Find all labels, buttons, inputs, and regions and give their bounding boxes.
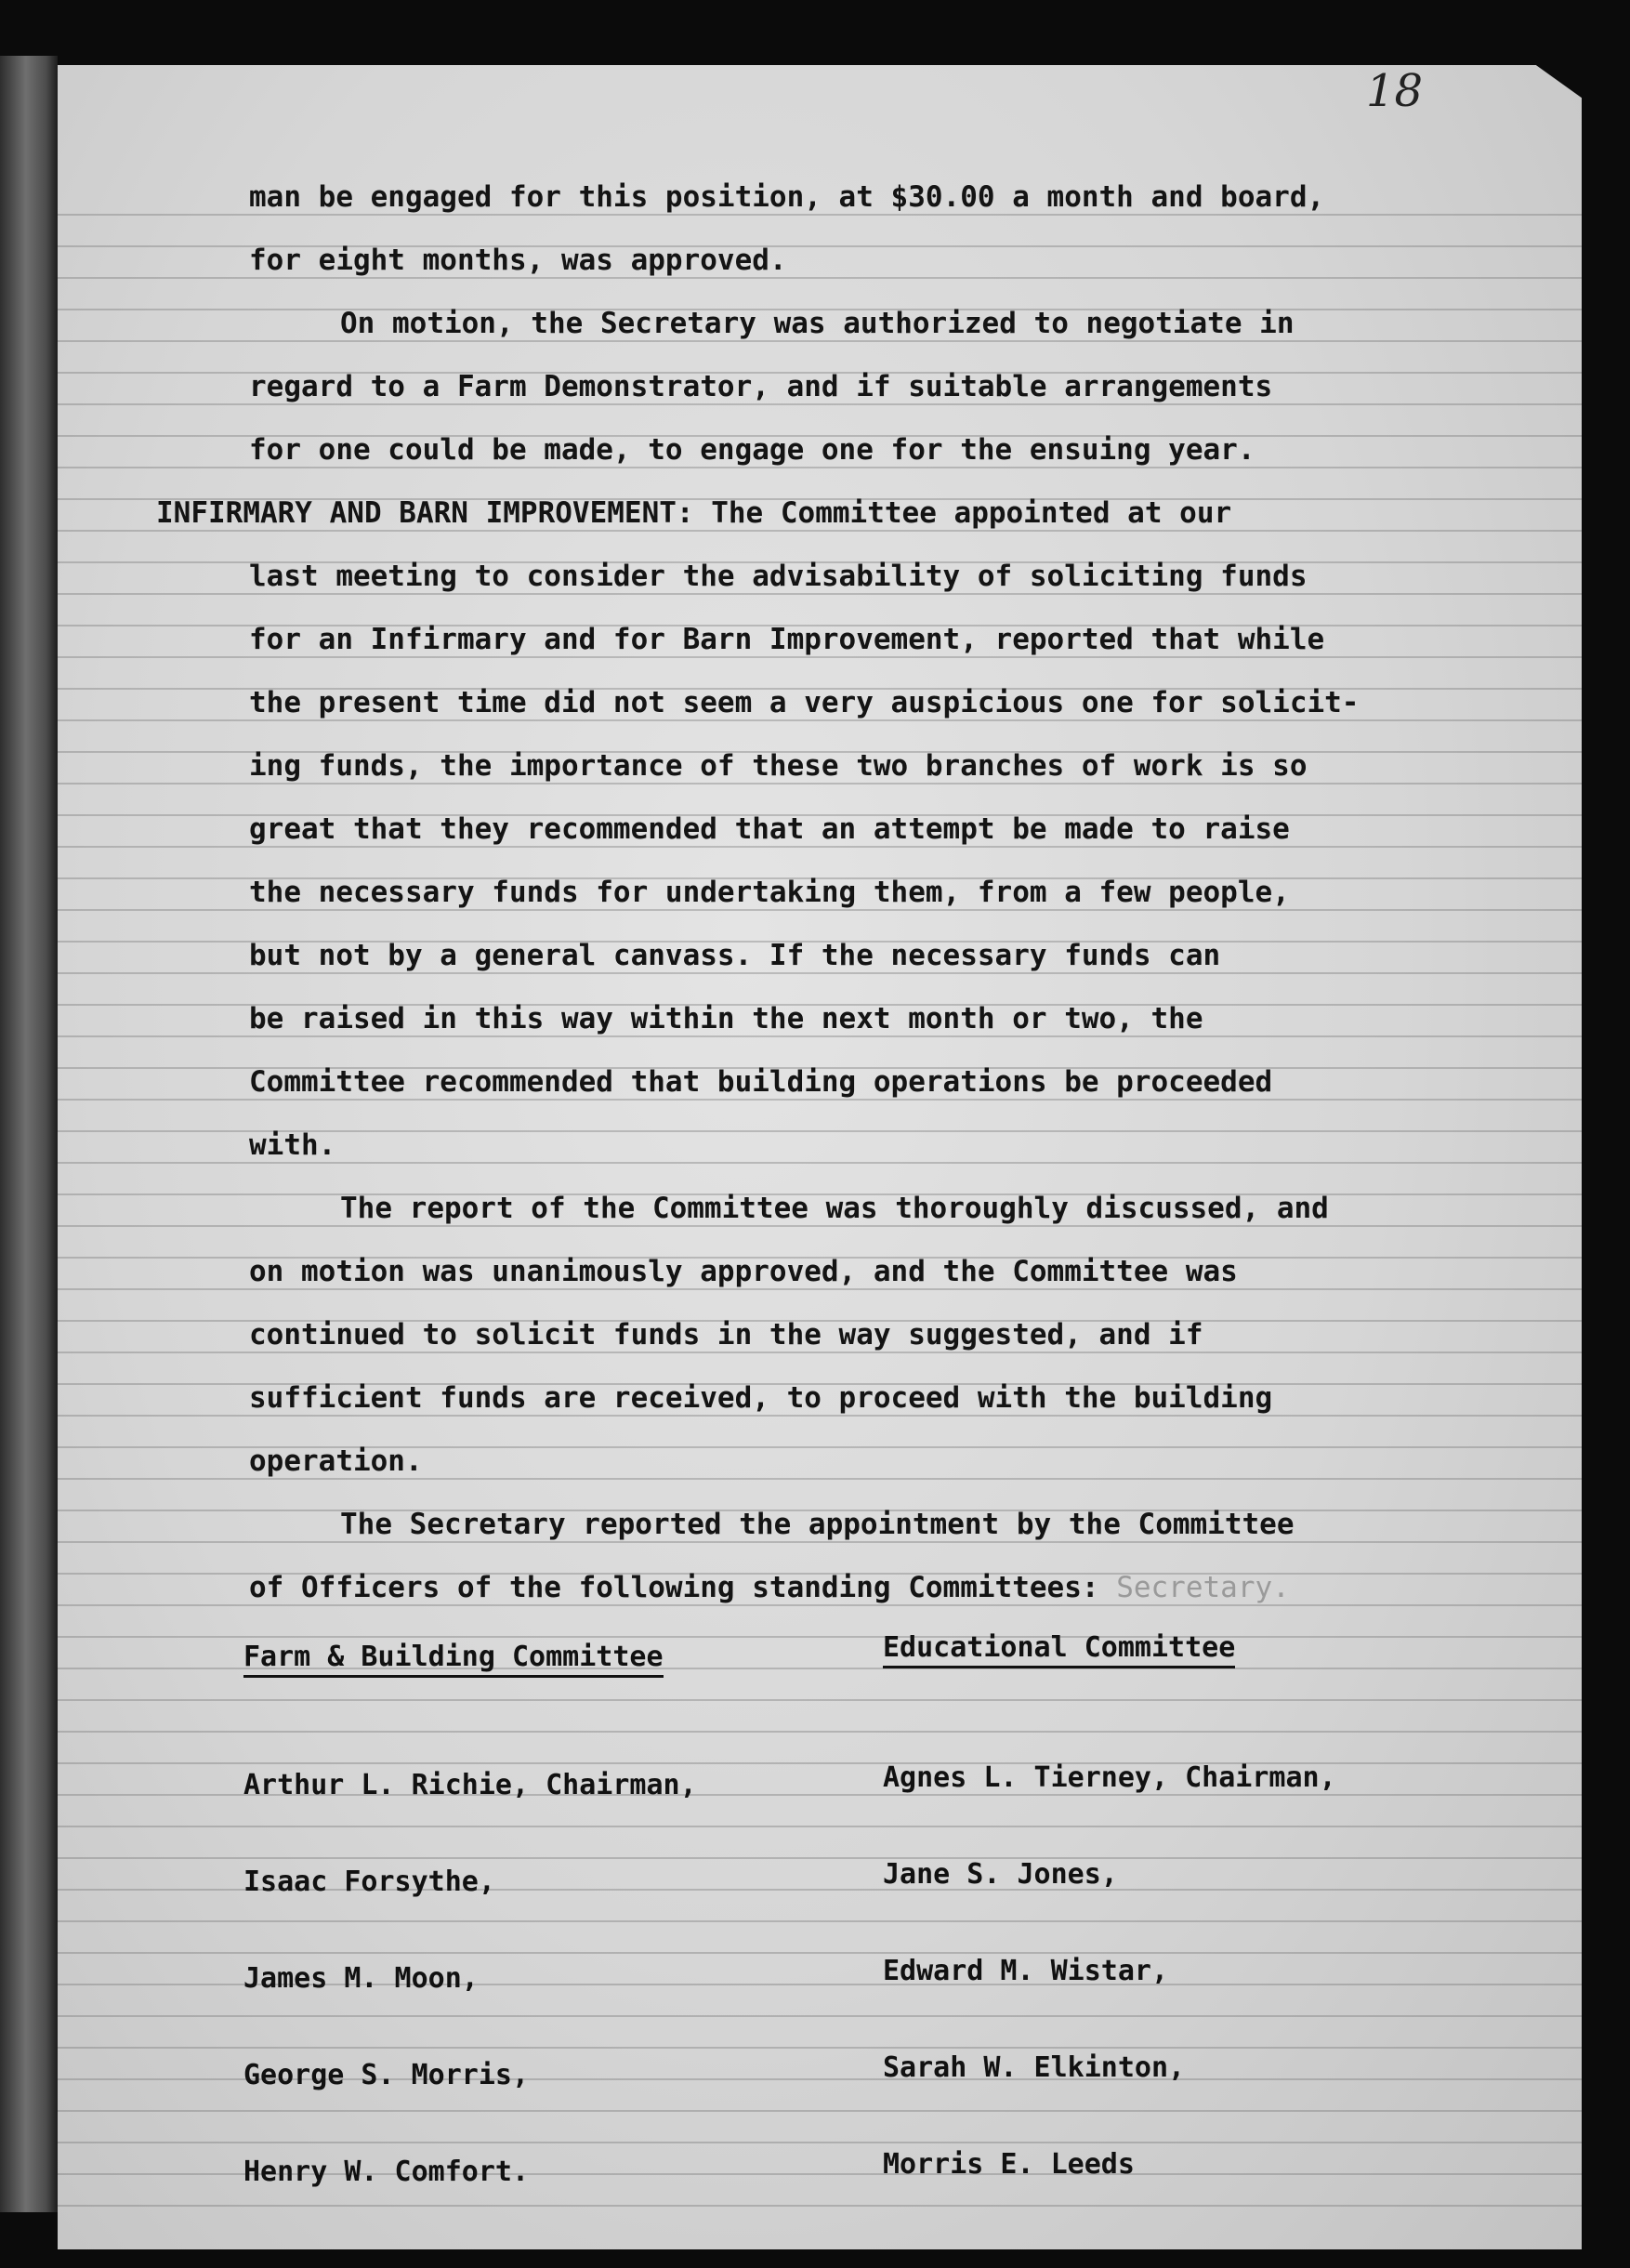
page-number: 18 [1366, 65, 1424, 117]
ruled-line [58, 277, 1582, 279]
ruled-line [58, 214, 1582, 216]
committee-member: Jane S. Jones, [883, 1858, 1118, 1891]
committee-member: Edward M. Wistar, [883, 1955, 1169, 1987]
ruled-line [58, 909, 1582, 911]
binder-edge [0, 56, 58, 2212]
body-line: The Secretary reported the appointment by the Committee [340, 1508, 1295, 1541]
body-line: with. [249, 1128, 336, 1162]
ruled-line [58, 530, 1582, 532]
body-line: be raised in this way within the next month or two, the [249, 1002, 1203, 1035]
body-line: on motion was unanimously approved, and the Committee was [249, 1255, 1238, 1288]
committee-member: Arthur L. Richie, Chairman, [243, 1769, 697, 1801]
body-line: last meeting to consider the advisability of soliciting funds [249, 560, 1308, 593]
body-line: but not by a general canvass. If the necessary funds can [249, 939, 1221, 972]
committee-member: Morris E. Leeds [883, 2148, 1135, 2181]
ruled-line [58, 403, 1582, 405]
body-line: On motion, the Secretary was authorized to negotiate in [340, 307, 1295, 340]
body-line: great that they recommended that an attempt be made to raise [249, 812, 1290, 846]
educational-committee-heading: Educational Committee [883, 1631, 1235, 1668]
body-line: the necessary funds for undertaking them, from a few people, [249, 876, 1290, 909]
educational-committee-members [883, 1697, 1336, 2246]
ruled-line [58, 1162, 1582, 1164]
ruled-line [58, 1035, 1582, 1037]
ruled-line [58, 1099, 1582, 1101]
body-line-text: of Officers of the following standing Committees: [249, 1571, 1099, 1604]
ruled-line [58, 1288, 1582, 1290]
ruled-line [58, 719, 1582, 721]
committee-member: George S. Morris, [243, 2059, 530, 2091]
body-line: regard to a Farm Demonstrator, and if suitable arrangements [249, 370, 1273, 403]
committee-member: Henry W. Comfort. [243, 2156, 530, 2188]
ruled-line [58, 1604, 1582, 1606]
committee-member: Sarah W. Elkinton, [883, 2051, 1186, 2084]
body-line: for one could be made, to engage one for the ensuing year. [249, 433, 1255, 467]
body-line: operation. [249, 1444, 423, 1478]
ruled-line [58, 1415, 1582, 1417]
ruled-line [58, 340, 1582, 342]
ruled-line [58, 972, 1582, 974]
body-line: for eight months, was approved. [249, 244, 787, 277]
committee-member: Agnes L. Tierney, Chairman, [883, 1761, 1336, 1794]
ruled-line [58, 1541, 1582, 1543]
body-line: Committee recommended that building operations be proceeded [249, 1065, 1273, 1099]
body-line: The report of the Committee was thoroughly discussed, and [340, 1192, 1329, 1225]
committee-member: Isaac Forsythe, [243, 1866, 495, 1898]
farm-building-committee-heading: Farm & Building Committee [243, 1641, 664, 1678]
body-line [249, 1571, 1290, 1604]
ruled-line [58, 1352, 1582, 1353]
committee-member: James M. Moon, [243, 1962, 479, 1995]
body-line: continued to solicit funds in the way suggested, and if [249, 1318, 1203, 1352]
farm-building-committee-members [243, 1705, 697, 2253]
ruled-line [58, 783, 1582, 785]
body-line: the present time did not seem a very auspicious one for solicit- [249, 686, 1360, 719]
struck-word: Secretary. [1116, 1571, 1290, 1604]
ruled-line [58, 1699, 1582, 1701]
ruled-line [58, 1225, 1582, 1227]
body-line: sufficient funds are received, to proceed with the building [249, 1381, 1273, 1415]
body-line: ing funds, the importance of these two branches of work is so [249, 749, 1308, 783]
ruled-line [58, 1478, 1582, 1480]
ruled-line [58, 1636, 1582, 1638]
body-line: for an Infirmary and for Barn Improvement, reported that while [249, 623, 1325, 656]
ruled-line [58, 593, 1582, 595]
ruled-line [58, 656, 1582, 658]
ruled-line [58, 467, 1582, 468]
body-line: man be engaged for this position, at $30.00 a month and board, [249, 180, 1325, 214]
section-heading-line: INFIRMARY AND BARN IMPROVEMENT: The Committee appointed at our [156, 496, 1232, 530]
ruled-line [58, 846, 1582, 848]
